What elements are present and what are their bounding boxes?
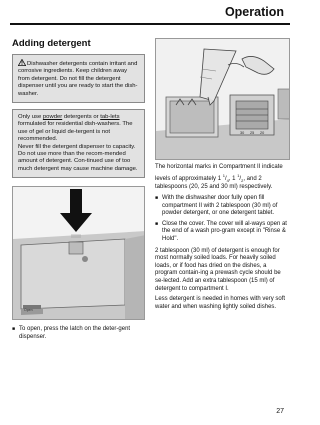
note-mid: detergents or [62, 114, 101, 121]
right-column [155, 38, 290, 311]
section-title: Adding detergent [12, 38, 91, 49]
bullet-square-icon: ■ [155, 194, 159, 201]
dispenser-latch-drawing [13, 187, 145, 319]
note-box [12, 109, 145, 178]
header-rule [10, 23, 290, 25]
detergent-amount-paragraph: 2 tablespoon (30 ml) of detergent is enough for most normally soiled loads. For heavily soiled loads, or if food has dried on the dishes, a program contain-ing a prewash cycle should be se-lected. Add an extra tablespoon (15 ml) of detergent to compartment I. [155, 247, 281, 292]
warning-triangle-icon [18, 59, 26, 66]
page-header-title: Operation [224, 5, 284, 19]
bullet-square-icon: ■ [155, 220, 159, 227]
note-underline-powder: powder [42, 114, 63, 121]
detergent-filling-illustration [155, 38, 290, 160]
warning-text: Dishwasher detergents contain irritant and corrosive ingredients. Keep children away from detergent. Do not fill the detergent dispenser until you are ready to start the dish-washer. [18, 61, 138, 97]
step-press-latch [12, 326, 145, 341]
fraction-denominator-2: 2 [241, 177, 244, 183]
marks-description: The horizontal marks in Compartment II indicate levels of approximately 1 $^1/_4$, 1 $^1/_2$, and 2 tablespoons (20, 25 and 30 ml) respectively. [155, 164, 283, 191]
bullet-square-icon: ■ [12, 326, 16, 333]
marks-text-b: , 1 [228, 175, 238, 182]
step-close-text: Close the cover. The cover will al-ways open at the end of a wash pro-gram except in "Rinse & Hold". [162, 220, 287, 242]
fraction-numerator: 1 [222, 172, 225, 178]
fill-mark-20: 20 [260, 131, 265, 135]
fill-mark-30: 30 [240, 131, 245, 135]
step-close-cover [155, 221, 290, 244]
marks-text-a: The horizontal marks in Compartment II indicate levels of approximately 1 [155, 164, 283, 182]
detergent-filling-drawing [156, 39, 290, 159]
step-fill-text: With the dishwasher door fully open fill compartment II with 2 tablespoon (30 ml) of powder detergent, or one detergent tablet. [162, 194, 278, 217]
step-press-latch-text: To open, press the latch on the deter-gent dispenser. [19, 326, 131, 340]
fraction-denominator: 4 [226, 177, 229, 183]
note-line-3: Do not use more than the recom-mended amount of detergent. Con-tinued use of too much detergent may cause machine damage. [18, 151, 138, 172]
warning-box [12, 54, 145, 103]
left-column [12, 38, 145, 341]
figure-open-label: Open [24, 308, 33, 313]
note-lead: Only use [18, 114, 43, 121]
marks-text-c: , and 2 tablespoons (20, 25 and 30 ml) respectively. [155, 175, 273, 191]
step-fill-compartment [155, 195, 290, 218]
fraction-numerator-2: 1 [237, 172, 240, 178]
note-underline-tablets: tab-lets [100, 114, 120, 121]
fill-mark-25: 25 [250, 131, 255, 135]
note-line-2: Never fill the detergent dispenser to capacity. [18, 143, 136, 150]
page-number: 27 [276, 408, 284, 415]
dispenser-latch-illustration [12, 186, 145, 320]
note-rest: formulated for residential dish-washers. The use of gel or liquid de-tergent is not recommended. [18, 121, 133, 143]
soft-water-paragraph: Less detergent is needed in homes with very soft water and when washing lightly soiled dishes. [155, 296, 286, 310]
